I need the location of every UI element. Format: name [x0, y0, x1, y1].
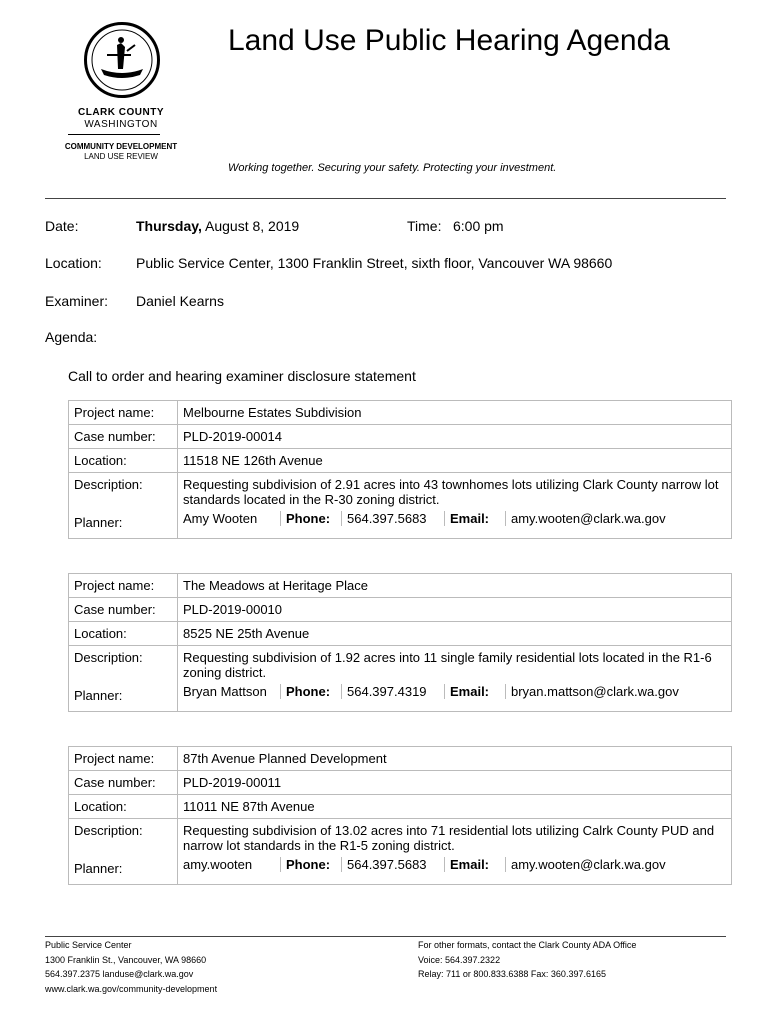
dept-name: COMMUNITY DEVELOPMENT: [64, 142, 178, 151]
time-label-text: Time:: [407, 218, 442, 234]
county-seal-logo: [84, 22, 160, 98]
project-name-label: Project name:: [69, 747, 178, 771]
date-text: August 8, 2019: [205, 218, 300, 234]
footer-rule: [45, 936, 726, 937]
footer-org: Public Service Center: [45, 940, 132, 950]
email-label: Email:: [445, 857, 506, 872]
header-rule: [45, 198, 726, 199]
project-description: Requesting subdivision of 2.91 acres into 43 townhomes lots utilizing Clark County narrow lot standards located in the R-30 zoning district.: [178, 473, 732, 512]
table-row: [69, 425, 732, 449]
project-name: Melbourne Estates Subdivision: [178, 401, 732, 425]
footer-ada: For other formats, contact the Clark County ADA Office: [418, 940, 637, 950]
table-row: [69, 622, 732, 646]
phone-label: Phone:: [281, 511, 342, 526]
date-day: Thursday,: [136, 218, 202, 234]
footer-relay: Relay: 711 or 800.833.6388 Fax: 360.397.6165: [418, 969, 606, 979]
planner-name: amy.wooten: [178, 857, 281, 872]
case-number-label: Case number:: [69, 771, 178, 795]
table-row: [69, 857, 732, 885]
project-description: Requesting subdivision of 1.92 acres into 11 single family residential lots located in the R1-6 zoning district.: [178, 646, 732, 685]
footer-left: [45, 938, 217, 996]
org-state: WASHINGTON: [84, 119, 158, 130]
examiner-value: Daniel Kearns: [136, 293, 224, 309]
description-label: Description:: [69, 473, 178, 512]
planner-label: Planner:: [69, 684, 178, 712]
table-row: [69, 684, 732, 712]
project-name-label: Project name:: [69, 401, 178, 425]
project-name-label: Project name:: [69, 574, 178, 598]
project-name: The Meadows at Heritage Place: [178, 574, 732, 598]
time-value: 6:00 pm: [453, 218, 504, 234]
table-row: [69, 449, 732, 473]
email-label: Email:: [445, 511, 506, 526]
date-label: Date:: [45, 218, 79, 234]
description-label: Description:: [69, 646, 178, 685]
page-title: Land Use Public Hearing Agenda: [228, 24, 670, 57]
examiner-label: Examiner:: [45, 293, 109, 309]
table-row: [69, 771, 732, 795]
planner-email[interactable]: amy.wooten@clark.wa.gov: [511, 857, 666, 872]
tagline: Working together. Securing your safety. Protecting your investment.: [228, 162, 557, 174]
agenda-label: Agenda:: [45, 329, 98, 345]
table-row: [69, 574, 732, 598]
project-description: Requesting subdivision of 13.02 acres into 71 residential lots utilizing Calrk County PUD and narrow lot standards in the R1-5 zoning district.: [178, 819, 732, 858]
planner-cell: [178, 684, 732, 712]
table-row: [69, 401, 732, 425]
case-number: PLD-2019-00014: [178, 425, 732, 449]
project-location: 8525 NE 25th Avenue: [178, 622, 732, 646]
planner-name: Bryan Mattson: [178, 684, 281, 699]
time-label: [407, 218, 441, 234]
project-name: 87th Avenue Planned Development: [178, 747, 732, 771]
project-location: 11518 NE 126th Avenue: [178, 449, 732, 473]
case-number-label: Case number:: [69, 598, 178, 622]
dept-sub: LAND USE REVIEW: [84, 152, 158, 161]
planner-phone: 564.397.4319: [342, 684, 445, 699]
description-label: Description:: [69, 819, 178, 858]
footer-right: [418, 938, 636, 982]
footer-address: 1300 Franklin St., Vancouver, WA 98660: [45, 954, 207, 965]
case-number: PLD-2019-00011: [178, 771, 732, 795]
planner-name: Amy Wooten: [178, 511, 281, 526]
location-value: Public Service Center, 1300 Franklin Street, sixth floor, Vancouver WA 98660: [136, 255, 613, 271]
planner-label: Planner:: [69, 511, 178, 539]
phone-label: Phone:: [281, 684, 342, 699]
location-label: Location:: [69, 622, 178, 646]
table-row: [69, 747, 732, 771]
case-number: PLD-2019-00010: [178, 598, 732, 622]
org-name: CLARK COUNTY: [78, 107, 164, 118]
table-row: [69, 819, 732, 858]
logo-divider: [68, 134, 160, 135]
location-label: Location:: [69, 795, 178, 819]
project-table: [68, 400, 732, 539]
planner-label: Planner:: [69, 857, 178, 885]
email-label: Email:: [445, 684, 506, 699]
project-table: [68, 573, 732, 712]
table-row: [69, 795, 732, 819]
table-row: [69, 473, 732, 512]
call-to-order: Call to order and hearing examiner disclosure statement: [68, 368, 416, 384]
planner-cell: [178, 857, 732, 885]
location-label: Location:: [69, 449, 178, 473]
footer-voice: Voice: 564.397.2322: [418, 954, 501, 965]
planner-cell: [178, 511, 732, 539]
planner-email[interactable]: amy.wooten@clark.wa.gov: [511, 511, 666, 526]
table-row: [69, 646, 732, 685]
date-value: [136, 218, 299, 234]
project-location: 11011 NE 87th Avenue: [178, 795, 732, 819]
location-label: Location:: [45, 255, 102, 271]
planner-email[interactable]: bryan.mattson@clark.wa.gov: [511, 684, 679, 699]
phone-label: Phone:: [281, 857, 342, 872]
planner-phone: 564.397.5683: [342, 511, 445, 526]
project-table: [68, 746, 732, 885]
table-row: [69, 511, 732, 539]
planner-phone: 564.397.5683: [342, 857, 445, 872]
footer-website[interactable]: www.clark.wa.gov/community-development: [45, 983, 218, 994]
footer-contact[interactable]: 564.397.2375 landuse@clark.wa.gov: [45, 969, 194, 979]
case-number-label: Case number:: [69, 425, 178, 449]
table-row: [69, 598, 732, 622]
